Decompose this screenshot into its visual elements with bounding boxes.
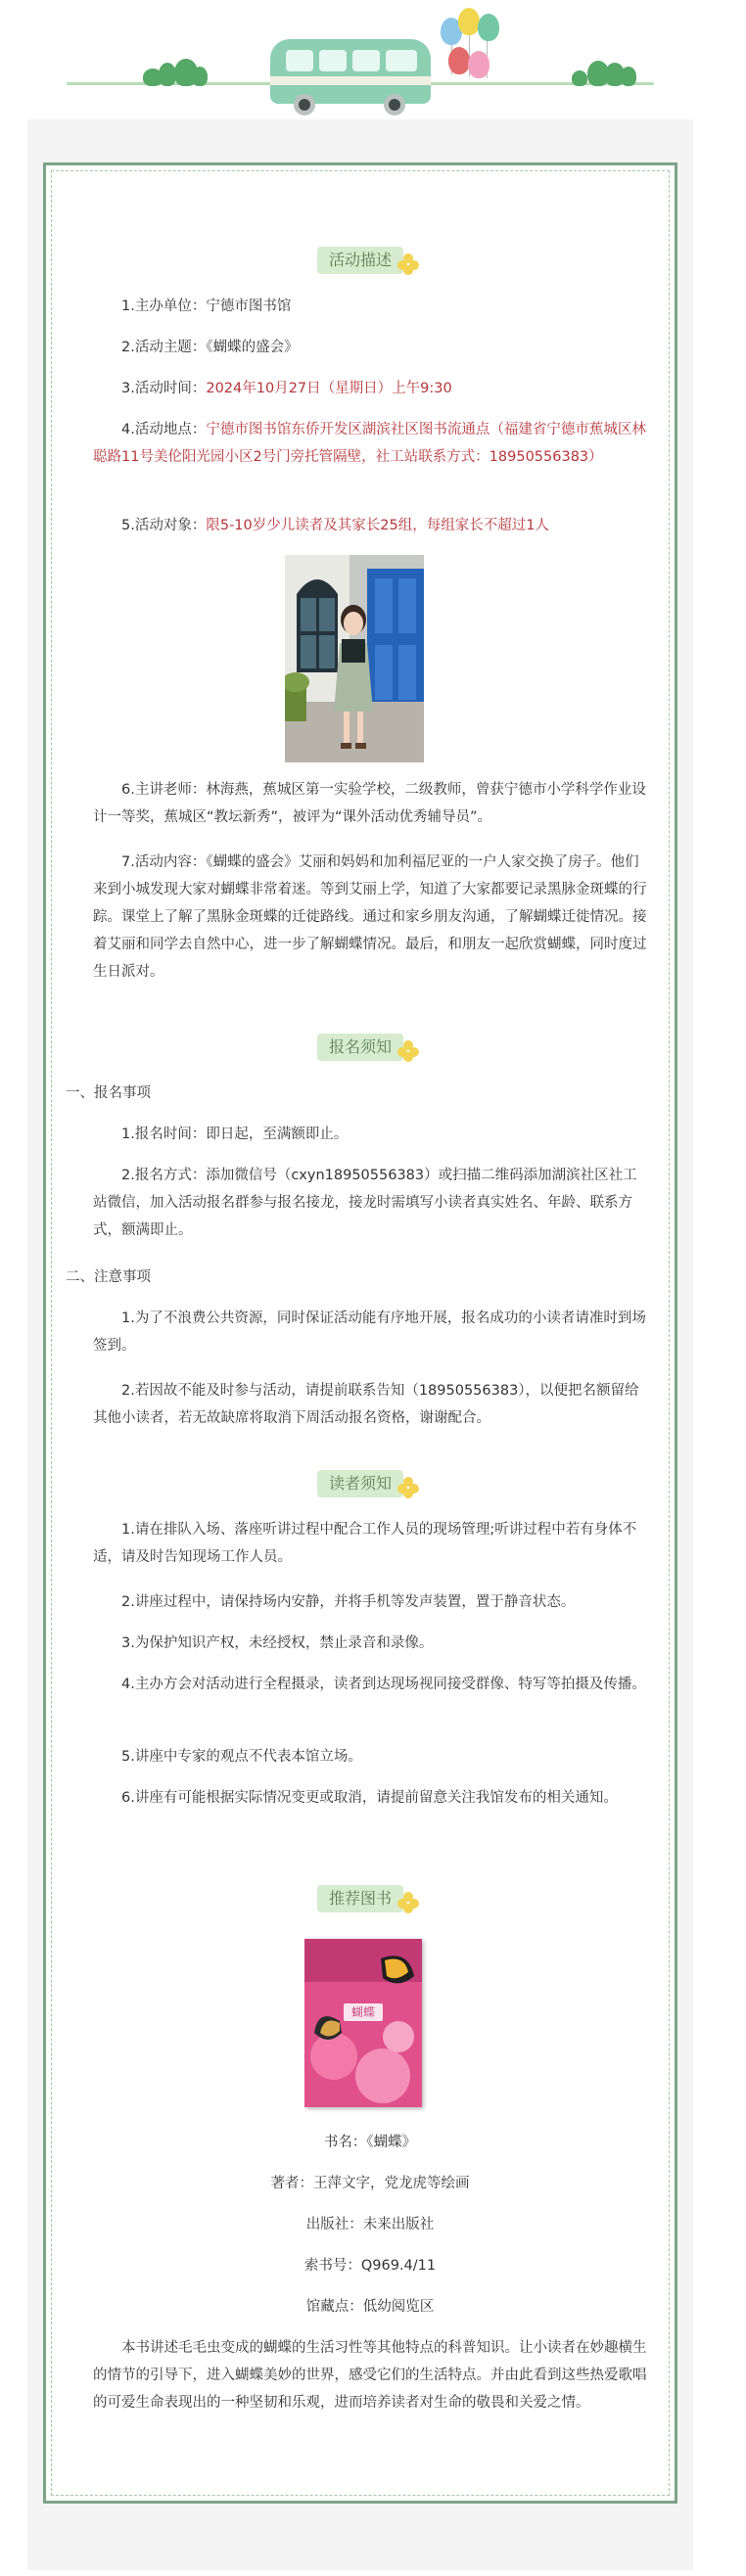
signup-heading-1: 一、报名事项 [66, 1085, 151, 1101]
section-title-book [317, 1882, 403, 1915]
book-author: 著者：王萍文字，党龙虎等绘画 [270, 2176, 470, 2191]
flower-icon [397, 1477, 419, 1498]
book-cover [304, 1939, 422, 2107]
reader-item: 1.请在排队入场、落座听讲过程中配合工作人员的现场管理;听讲过程中若有身体不适，请及时告知现场工作人员。 [93, 1522, 637, 1565]
activity-item-theme: 2.活动主题：《蝴蝶的盛会》 [121, 340, 299, 355]
flower-icon [397, 253, 419, 275]
balloon-icon [468, 51, 490, 78]
balloon-icon [478, 14, 499, 41]
signup-note-1: 1.为了不浪费公共资源，同时保证活动能有序地开展，报名成功的小读者请准时到场签到。 [93, 1311, 646, 1354]
book-publisher: 出版社：未来出版社 [305, 2217, 435, 2232]
reader-item: 3.为保护知识产权，未经授权，禁止录音和录像。 [121, 1635, 434, 1651]
tree-icon [572, 70, 587, 86]
activity-item-organizer: 1.主办单位：宁德市图书馆 [121, 299, 292, 314]
balloon-icon [458, 8, 480, 35]
book-summary: 本书讲述毛毛虫变成的蝴蝶的生活习性等其他特点的科普知识。让小读者在妙趣横生的情节的引导下，进入蝴蝶美妙的世界，感受它们的生活特点。并由此看到这些热爱歌唱的可爱生命表现出的一种坚韧和乐观，进而培养读者对生命的敬畏和关爱之情。 [93, 2340, 647, 2411]
section-title-reader [317, 1467, 403, 1500]
activity-item-location: 4.活动地点：宁德市图书馆东侨开发区湖滨社区图书流通点（福建省宁德市蕉城区林聪路11号美伦阳光园小区2号门旁托管隔壁，社工站联系方式：18950556383） [93, 422, 646, 465]
section-title-label: 活动描述 [317, 247, 403, 274]
book-call-number: 索书号：Q969.4/11 [303, 2258, 437, 2274]
book-name: 书名：《蝴蝶》 [323, 2135, 417, 2150]
book-cover-title: 蝴蝶 [350, 2005, 375, 2019]
signup-item-method: 2.报名方式：添加微信号（cxyn18950556383）或扫描二维码添加湖滨社区社工站微信，加入活动报名群参与报名接龙，接龙时需填写小读者真实姓名、年龄、联系方式，额满即止。 [93, 1168, 637, 1238]
content-panel [27, 119, 693, 2570]
wheel-icon [384, 94, 405, 115]
activity-item-time: 3.活动时间：2024年10月27日（星期日）上午9:30 [121, 381, 452, 396]
book-location: 馆藏点：低幼阅览区 [305, 2299, 435, 2315]
activity-content: 7.活动内容：《蝴蝶的盛会》艾丽和妈妈和加利福尼亚的一户人家交换了房子。他们来到小城发现大家对蝴蝶非常着迷。等到艾丽上学，知道了大家都要记录黑脉金斑蝶的行踪。课堂上了解了黑脉金斑蝶的迁徙路线。通过和家乡朋友沟通，了解蝴蝶迁徙情况。接着艾丽和同学去自然中心，进一步了解蝴蝶情况。最后，和朋友一起欣赏蝴蝶，同时度过生日派对。 [93, 854, 647, 980]
wheel-icon [294, 94, 315, 115]
header-banner [0, 0, 746, 119]
tree-icon [192, 67, 208, 86]
section-title-signup [317, 1031, 403, 1064]
reader-item: 2.讲座过程中，请保持场内安静，并将手机等发声装置，置于静音状态。 [121, 1594, 576, 1610]
tree-icon [621, 67, 636, 86]
content-frame [43, 162, 677, 2504]
balloon-icon [448, 47, 470, 74]
content-inner [51, 170, 670, 2496]
section-title-label: 读者须知 [317, 1470, 403, 1497]
section-title-label: 报名须知 [317, 1034, 403, 1061]
activity-item-audience: 5.活动对象：限5-10岁少儿读者及其家长25组，每组家长不超过1人 [121, 518, 549, 533]
flower-icon [397, 1892, 419, 1913]
reader-item: 5.讲座中专家的观点不代表本馆立场。 [121, 1749, 362, 1765]
activity-teacher: 6.主讲老师：林海燕，蕉城区第一实验学校，二级教师，曾获宁德市小学科学作业设计一等奖，蕉城区“教坛新秀”，被评为“课外活动优秀辅导员”。 [93, 782, 646, 825]
signup-note-2: 2.若因故不能及时参与活动，请提前联系告知（18950556383），以便把名额留给其他小读者，若无故缺席将取消下周活动报名资格，谢谢配合。 [93, 1383, 639, 1426]
teacher-photo [285, 555, 424, 762]
flower-icon [397, 1040, 419, 1062]
section-title-label: 推荐图书 [317, 1885, 403, 1912]
signup-heading-2: 二、注意事项 [66, 1269, 151, 1285]
section-title-activity [317, 244, 403, 277]
reader-item: 6.讲座有可能根据实际情况变更或取消，请提前留意关注我馆发布的相关通知。 [121, 1790, 618, 1806]
reader-item: 4.主办方会对活动进行全程摄录，读者到达现场视同接受群像、特写等拍摄及传播。 [121, 1677, 646, 1692]
bus-icon [270, 39, 431, 104]
signup-item-time: 1.报名时间：即日起，至满额即止。 [121, 1127, 349, 1142]
